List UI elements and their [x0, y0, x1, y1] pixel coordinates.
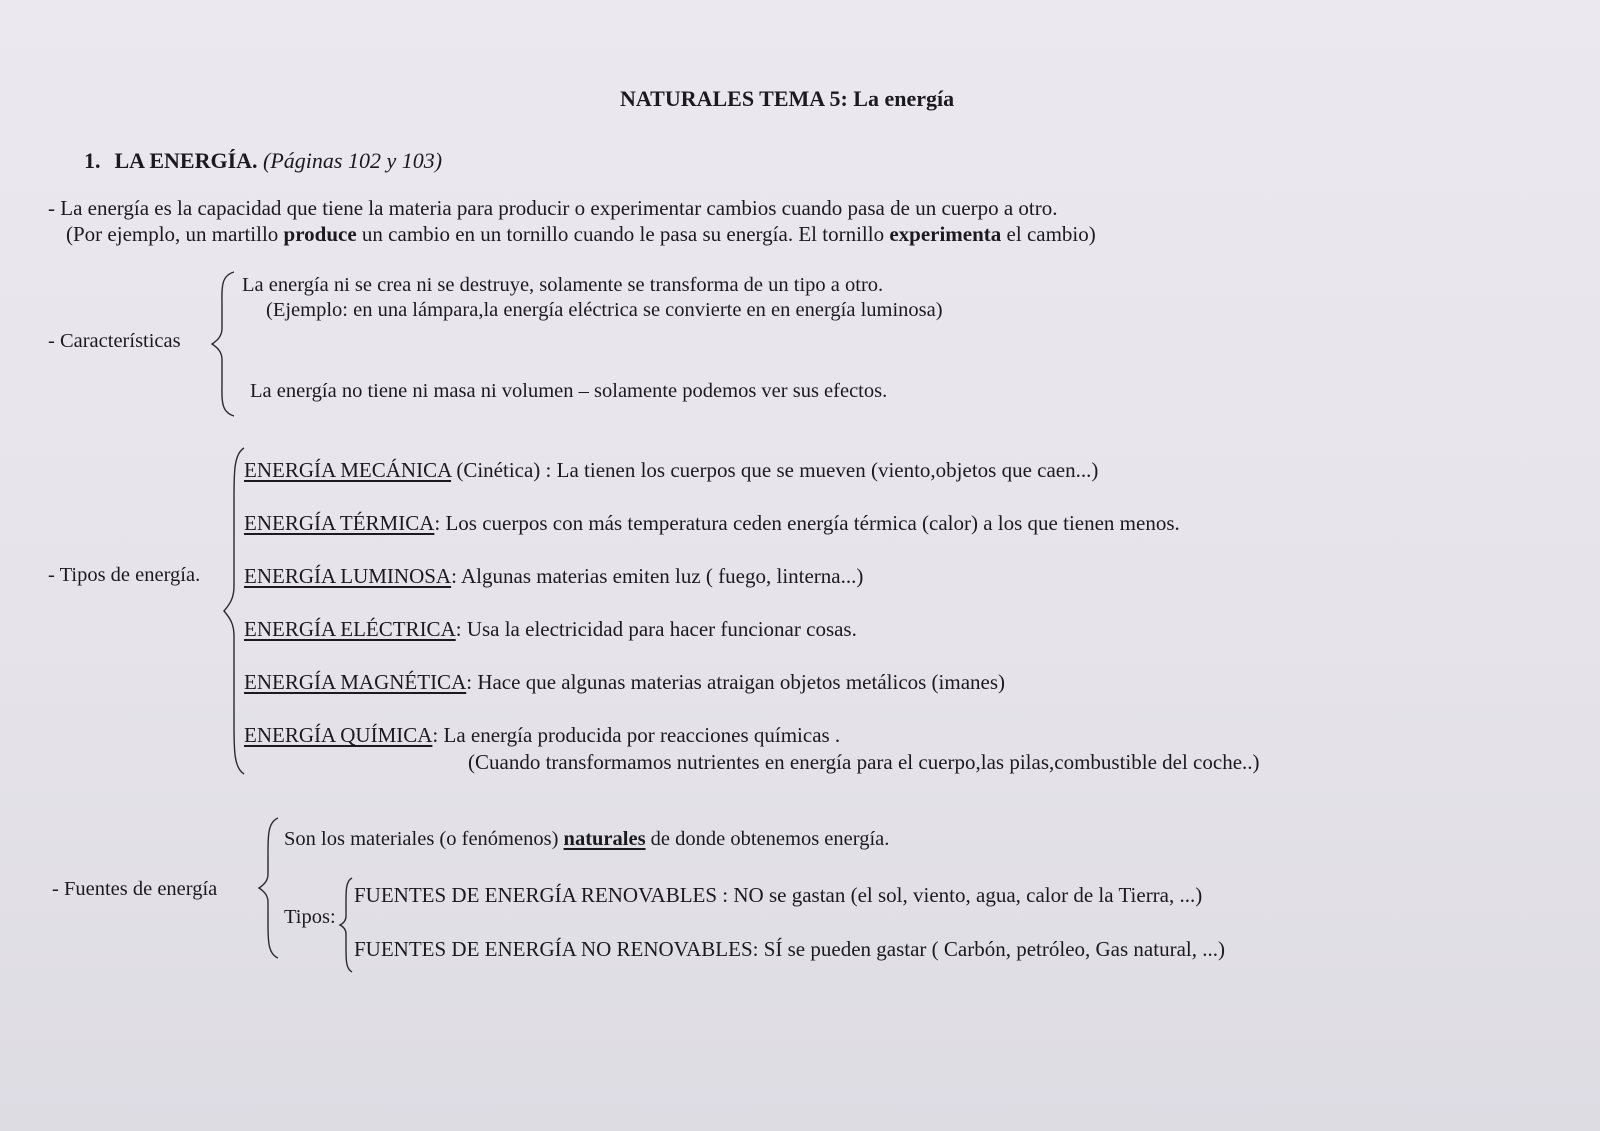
- section-number: 1.: [84, 148, 101, 173]
- page-title: NATURALES TEMA 5: La energía: [620, 86, 955, 111]
- tipo-name: ENERGÍA LUMINOSA: [244, 564, 452, 588]
- tipo-magnetica: [244, 670, 1005, 695]
- fuentes-brace: [256, 818, 282, 958]
- fuentes-def-bold: naturales: [563, 828, 646, 850]
- tipo-desc: : La energía producida por reacciones químicas .: [432, 723, 841, 747]
- caracteristica-conservacion: La energía ni se crea ni se destruye, solamente se transforma de un tipo a otro.: [242, 274, 884, 296]
- tipo-name: ENERGÍA TÉRMICA: [244, 511, 435, 535]
- fuentes-no-renovables: FUENTES DE ENERGÍA NO RENOVABLES: SÍ se pueden gastar ( Carbón, petróleo, Gas natural, ...): [354, 937, 1225, 961]
- tipo-desc: : Algunas materias emiten luz ( fuego, linterna...): [451, 564, 864, 588]
- tipo-desc: : Los cuerpos con más temperatura ceden energía térmica (calor) a los que tienen menos.: [434, 511, 1180, 535]
- tipo-quimica-note: (Cuando transformamos nutrientes en energía para el cuerpo,las pilas,combustible del coche..): [468, 750, 1260, 774]
- definition-text-a: (Por ejemplo, un martillo: [66, 222, 284, 246]
- tipo-name: ENERGÍA QUÍMICA: [244, 723, 433, 747]
- fuentes-definition: [284, 828, 889, 851]
- fuentes-label: - Fuentes de energía: [52, 878, 218, 900]
- tipo-name: ENERGÍA MAGNÉTICA: [244, 670, 467, 694]
- fuentes-tipos-brace: [338, 878, 354, 972]
- definition-text-c: el cambio): [1001, 222, 1096, 246]
- tipo-electrica: [244, 617, 857, 642]
- fuentes-renovables: FUENTES DE ENERGÍA RENOVABLES : NO se gastan (el sol, viento, agua, calor de la Tierra, ...): [354, 883, 1203, 907]
- tipo-name: ENERGÍA MECÁNICA: [244, 458, 452, 482]
- caracteristicas-brace: [208, 272, 238, 416]
- tipo-desc: (Cinética) : La tienen los cuerpos que se mueven (viento,objetos que caen...): [451, 458, 1099, 482]
- section-heading: [84, 148, 442, 174]
- definition-line-2: [66, 222, 1096, 247]
- fuentes-tipos-label: Tipos:: [284, 906, 336, 928]
- section-pages: (Páginas 102 y 103): [263, 148, 443, 173]
- tipo-termica: [244, 511, 1180, 536]
- tipo-quimica: [244, 723, 840, 748]
- fuentes-def-a: Son los materiales (o fenómenos): [284, 828, 564, 850]
- caracteristicas-label: - Características: [48, 330, 181, 352]
- section-name: LA ENERGÍA.: [114, 148, 258, 173]
- fuentes-def-b: de donde obtenemos energía.: [645, 828, 890, 850]
- definition-text-b: un cambio en un tornillo cuando le pasa su energía. El tornillo: [356, 222, 890, 246]
- definition-bold-experimenta: experimenta: [889, 222, 1002, 246]
- definition-bold-produce: produce: [283, 222, 357, 246]
- caracteristica-masa-volumen: La energía no tiene ni masa ni volumen – solamente podemos ver sus efectos.: [250, 380, 888, 402]
- tipos-label: - Tipos de energía.: [48, 564, 201, 586]
- definition-line-1: - La energía es la capacidad que tiene la materia para producir o experimentar cambios cuando pasa de un cuerpo a otro.: [48, 196, 1058, 220]
- tipo-name: ENERGÍA ELÉCTRICA: [244, 617, 456, 641]
- tipo-luminosa: [244, 564, 863, 589]
- tipos-brace: [222, 448, 246, 774]
- tipo-mecanica: [244, 458, 1098, 483]
- caracteristica-ejemplo: (Ejemplo: en una lámpara,la energía eléctrica se convierte en en energía luminosa): [266, 299, 943, 321]
- tipo-desc: : Hace que algunas materias atraigan objetos metálicos (imanes): [466, 670, 1006, 694]
- tipo-desc: : Usa la electricidad para hacer funcionar cosas.: [455, 617, 857, 641]
